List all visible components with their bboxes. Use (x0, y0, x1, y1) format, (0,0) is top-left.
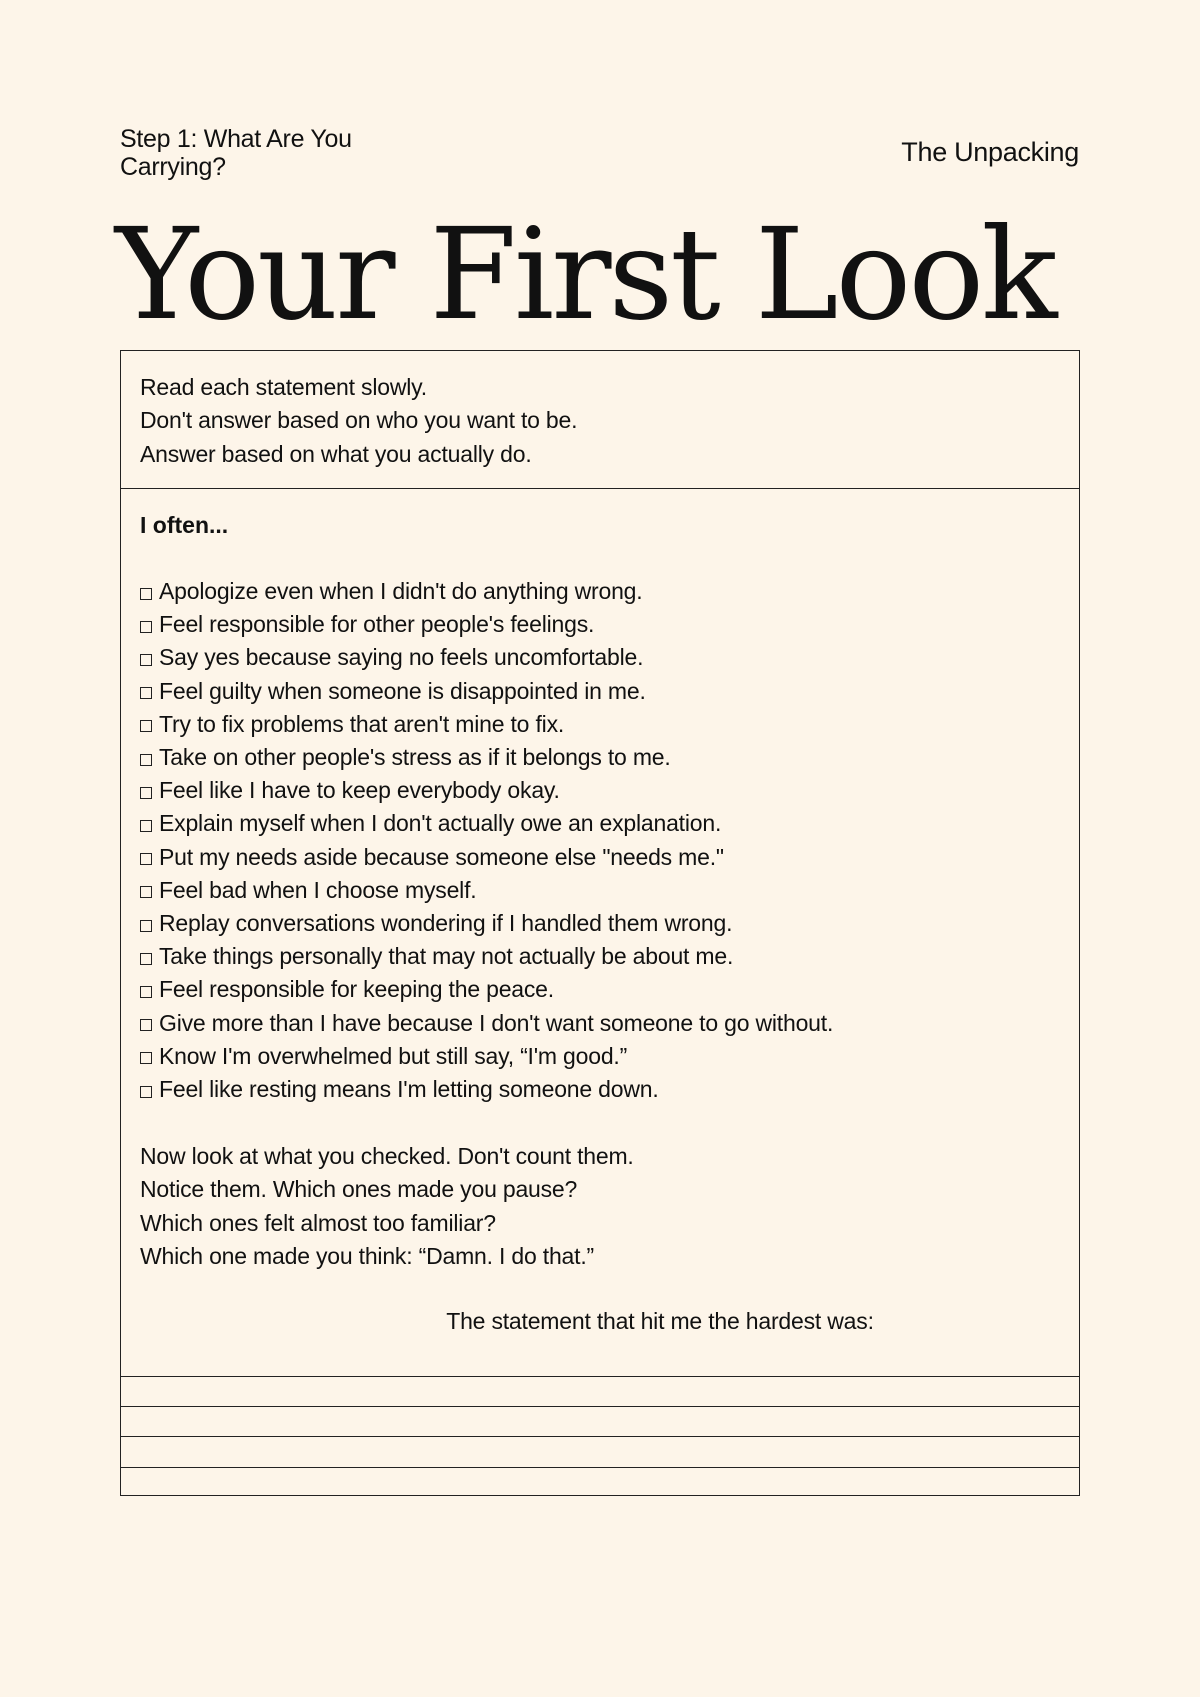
step-label-line-2: Carrying? (120, 153, 226, 181)
checklist-item[interactable] (140, 807, 833, 840)
checkbox[interactable] (140, 1052, 152, 1064)
answer-line[interactable] (121, 1436, 1079, 1437)
checklist-item-label: Put my needs aside because someone else "needs me." (159, 843, 724, 870)
checklist-item[interactable] (140, 841, 833, 874)
section-divider (121, 488, 1079, 489)
checklist-item[interactable] (140, 774, 833, 807)
checklist-item[interactable] (140, 675, 833, 708)
answer-prompt: The statement that hit me the hardest was: (446, 1308, 874, 1334)
checklist-item[interactable] (140, 641, 833, 674)
intro-text (140, 371, 577, 471)
reflection-text (140, 1140, 634, 1273)
checklist-heading: I often... (140, 512, 229, 538)
step-label-line-1: Step 1: What Are You (120, 125, 352, 153)
checkbox[interactable] (140, 621, 152, 633)
checklist-item[interactable] (140, 940, 833, 973)
worksheet-box (120, 350, 1080, 1496)
checklist-item[interactable] (140, 741, 833, 774)
checklist-item-label: Replay conversations wondering if I handled them wrong. (159, 910, 733, 937)
intro-line: Don't answer based on who you want to be. (140, 407, 578, 434)
checklist-item-label: Take on other people's stress as if it belongs to me. (159, 744, 671, 771)
page-title: Your First Look (115, 201, 1055, 348)
checklist-item-label: Take things personally that may not actually be about me. (159, 943, 734, 970)
brand-name: The Unpacking (901, 137, 1079, 167)
checkbox[interactable] (140, 687, 152, 699)
checklist-item[interactable] (140, 1007, 833, 1040)
checklist-item-label: Feel like resting means I'm letting someone down. (159, 1076, 659, 1103)
checklist-item-label: Explain myself when I don't actually owe an explanation. (159, 810, 722, 837)
answer-line[interactable] (121, 1467, 1079, 1468)
checklist-item-label: Feel responsible for keeping the peace. (159, 976, 554, 1003)
checkbox[interactable] (140, 953, 152, 965)
checkbox[interactable] (140, 920, 152, 932)
checklist-item-label: Apologize even when I didn't do anything wrong. (159, 578, 643, 604)
answer-line[interactable] (121, 1376, 1079, 1377)
checklist-item[interactable] (140, 608, 833, 641)
checklist-item[interactable] (140, 575, 833, 608)
checklist-item-label: Feel guilty when someone is disappointed in me. (159, 677, 646, 704)
reflection-line: Now look at what you checked. Don't count them. (140, 1143, 634, 1169)
step-label (120, 125, 420, 181)
checklist-item-label: Say yes because saying no feels uncomfortable. (159, 644, 644, 671)
checklist-item[interactable] (140, 1040, 833, 1073)
checklist (140, 575, 833, 1106)
checkbox[interactable] (140, 1019, 152, 1031)
reflection-line: Notice them. Which ones made you pause? (140, 1176, 578, 1203)
checkbox[interactable] (140, 853, 152, 865)
checklist-item[interactable] (140, 708, 833, 741)
checkbox[interactable] (140, 654, 152, 666)
checklist-item-label: Feel bad when I choose myself. (159, 876, 477, 903)
checkbox[interactable] (140, 754, 152, 766)
reflection-line: Which ones felt almost too familiar? (140, 1209, 496, 1236)
reflection-line: Which one made you think: “Damn. I do that.” (140, 1242, 594, 1269)
checklist-item-label: Feel responsible for other people's feelings. (159, 611, 595, 638)
checkbox[interactable] (140, 986, 152, 998)
answer-line[interactable] (121, 1406, 1079, 1407)
checkbox[interactable] (140, 820, 152, 832)
checkbox[interactable] (140, 720, 152, 732)
checklist-item-label: Know I'm overwhelmed but still say, “I'm good.” (159, 1042, 628, 1069)
checklist-item-label: Feel like I have to keep everybody okay. (159, 777, 560, 804)
checklist-item-label: Try to fix problems that aren't mine to fix. (159, 710, 565, 737)
checklist-item[interactable] (140, 973, 833, 1006)
intro-line: Answer based on what you actually do. (140, 440, 532, 467)
checklist-item[interactable] (140, 907, 833, 940)
checkbox[interactable] (140, 886, 152, 898)
checkbox[interactable] (140, 1086, 152, 1098)
checklist-item[interactable] (140, 1073, 833, 1106)
checkbox[interactable] (140, 787, 152, 799)
intro-line: Read each statement slowly. (140, 374, 427, 400)
checklist-item[interactable] (140, 874, 833, 907)
checklist-item-label: Give more than I have because I don't want someone to go without. (159, 1009, 834, 1036)
checkbox[interactable] (140, 588, 152, 600)
